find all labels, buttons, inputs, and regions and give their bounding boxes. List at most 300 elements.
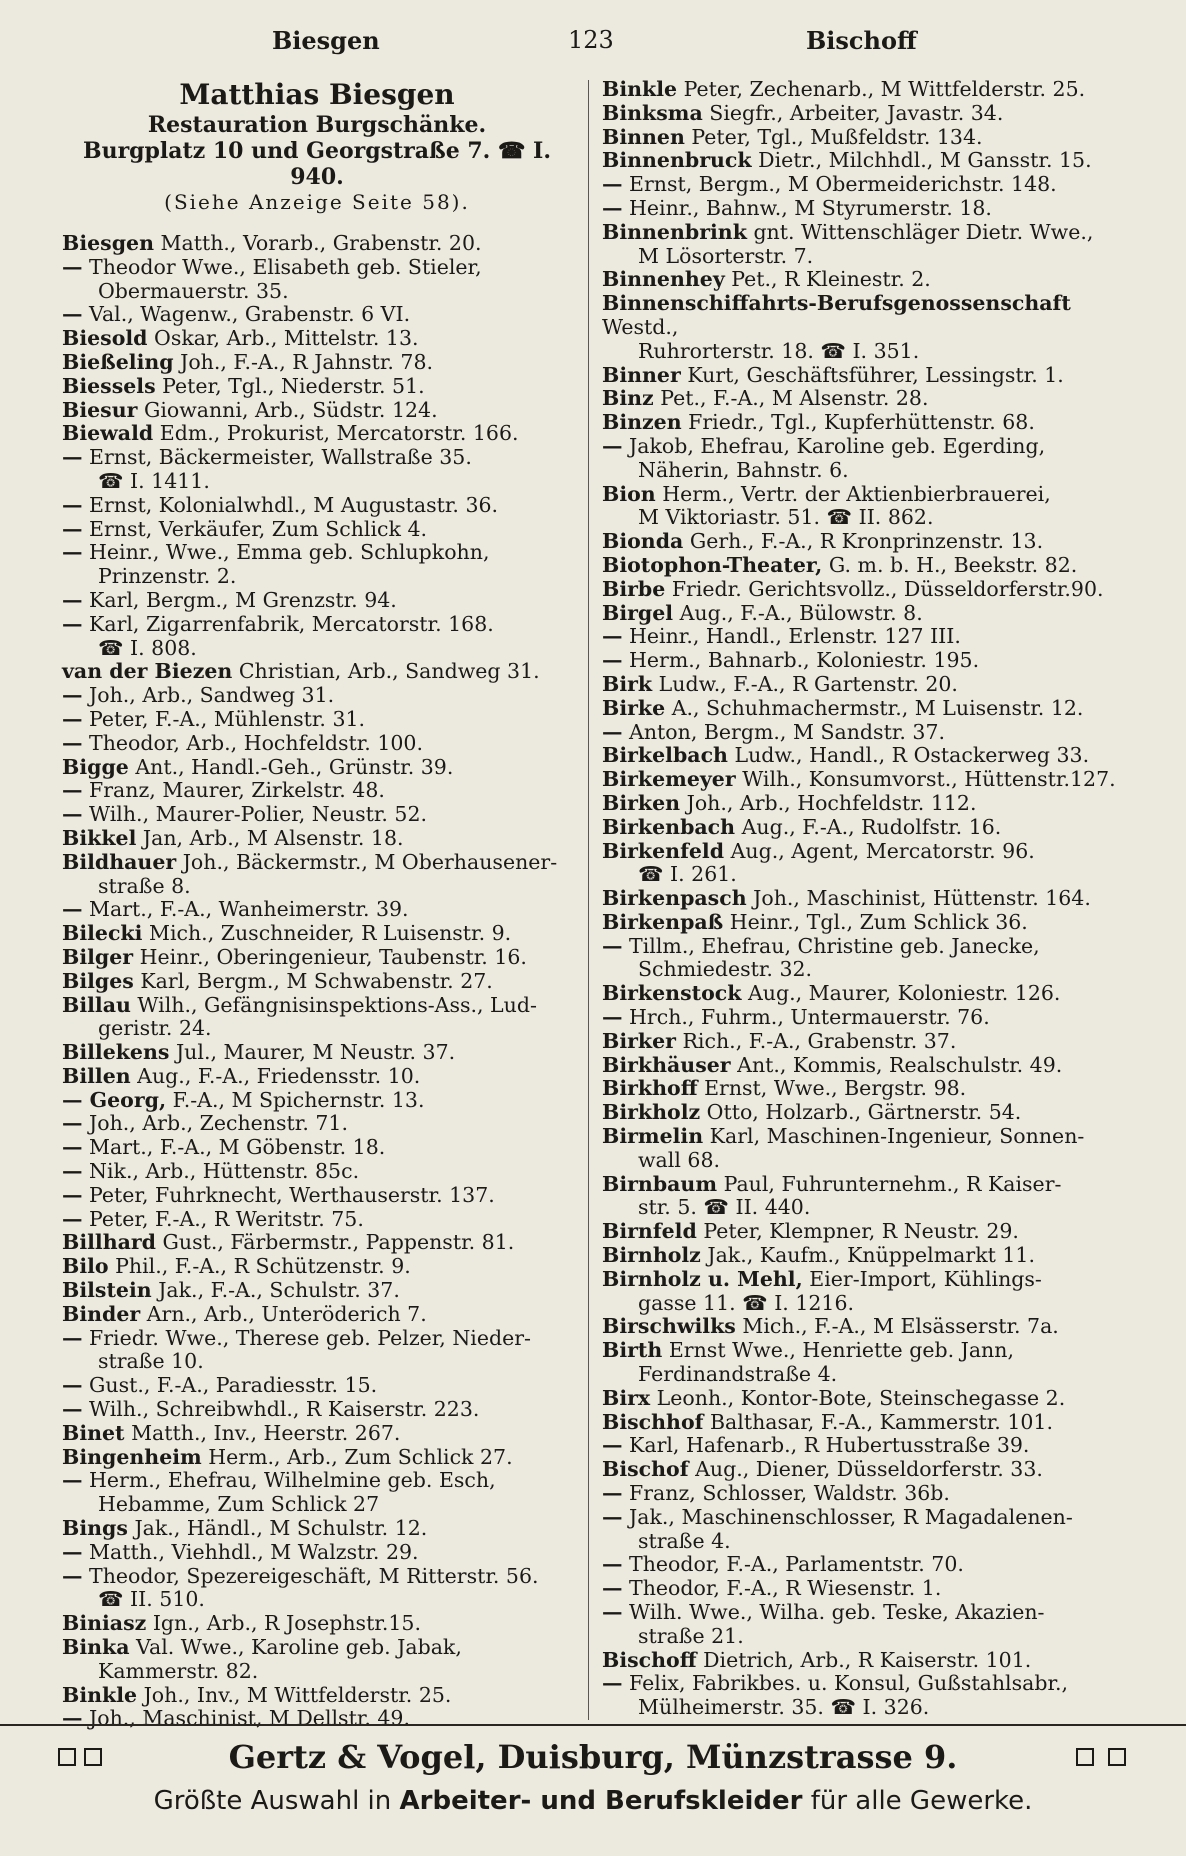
entry-surname: — xyxy=(602,172,623,197)
directory-entry xyxy=(602,768,1124,792)
directory-entry xyxy=(602,1054,1124,1078)
directory-entry xyxy=(62,1684,572,1708)
entry-details: Nik., Arb., Hüttenstr. 85c. xyxy=(89,1159,360,1184)
directory-entry xyxy=(602,1220,1124,1244)
directory-entry xyxy=(62,1517,572,1541)
directory-entry xyxy=(602,1434,1124,1458)
entry-details: Ludw., F.-A., R Gartenstr. 20. xyxy=(658,671,958,696)
directory-entry xyxy=(62,1327,572,1351)
entry-details: Karl, Zigarrenfabrik, Mercatorstr. 168. xyxy=(89,611,494,636)
entry-surname: — xyxy=(602,624,623,649)
entry-surname: — xyxy=(62,1135,83,1160)
directory-entry xyxy=(62,1541,572,1565)
directory-entry xyxy=(62,303,572,327)
entry-details: Gerh., F.-A., R Kronprinzenstr. 13. xyxy=(689,529,1044,554)
right-entry-list xyxy=(602,78,1124,1720)
entry-surname: Binkle xyxy=(62,1682,138,1707)
directory-entry xyxy=(602,149,1124,173)
entry-surname: — xyxy=(62,1706,83,1731)
entry-surname: — xyxy=(602,1671,623,1696)
entry-details: geristr. 24. xyxy=(98,1016,212,1041)
directory-entry xyxy=(602,554,1124,578)
directory-entry xyxy=(602,649,1124,673)
entry-details: Peter, F.-A., R Weritstr. 75. xyxy=(89,1206,364,1231)
entry-details: Schmiedestr. 32. xyxy=(638,957,813,982)
directory-entry xyxy=(602,340,1124,364)
entry-surname: — xyxy=(62,516,83,541)
directory-entry xyxy=(602,387,1124,411)
directory-entry xyxy=(602,721,1124,745)
directory-entry xyxy=(602,673,1124,697)
entry-details: Wilh., Gefängnisinspektions-Ass., Lud- xyxy=(137,992,537,1017)
entry-surname: Binz xyxy=(602,386,654,411)
entry-surname: Bikkel xyxy=(62,825,137,850)
entry-surname: — xyxy=(62,1325,83,1350)
entry-surname: Biessels xyxy=(62,373,156,398)
entry-details: Aug., F.-A., Bülowstr. 8. xyxy=(679,600,923,625)
entry-details: Jak., Händl., M Schulstr. 12. xyxy=(134,1516,428,1541)
entry-details: Karl, Bergm., M Grenzstr. 94. xyxy=(89,587,397,612)
entry-surname: Bilstein xyxy=(62,1278,152,1303)
entry-surname: — xyxy=(62,445,83,470)
entry-surname: Birnholz u. Mehl, xyxy=(602,1266,803,1291)
entry-details: Ferdinandstraße 4. xyxy=(638,1362,838,1387)
directory-entry xyxy=(62,779,572,803)
entry-surname: — xyxy=(602,1005,623,1030)
entry-surname: — xyxy=(62,778,83,803)
directory-entry xyxy=(602,958,1124,982)
entry-surname: Birker xyxy=(602,1028,676,1053)
entry-details: ☎ II. 510. xyxy=(98,1587,205,1612)
entry-surname: Biotophon-Theater, xyxy=(602,552,823,577)
entry-surname: — xyxy=(602,1481,623,1506)
directory-entry xyxy=(62,1208,572,1232)
entry-details: Rich., F.-A., Grabenstr. 37. xyxy=(682,1028,957,1053)
entry-surname: Biesold xyxy=(62,326,148,351)
directory-entry xyxy=(602,887,1124,911)
directory-entry xyxy=(602,1672,1124,1696)
entry-details: Peter, Zechenarb., M Wittfelderstr. 25. xyxy=(683,77,1086,101)
entry-surname: Binnenbruck xyxy=(602,148,752,173)
directory-entry xyxy=(62,232,572,256)
entry-details: Kammerstr. 82. xyxy=(98,1658,259,1683)
entry-details: Val., Wagenw., Grabenstr. 6 VI. xyxy=(89,302,411,327)
entry-surname: Bilecki xyxy=(62,921,143,946)
entry-details: Ant., Kommis, Realschulstr. 49. xyxy=(737,1052,1063,1077)
entry-details: Giowanni, Arb., Südstr. 124. xyxy=(143,397,438,422)
directory-entry xyxy=(602,506,1124,530)
entry-surname: — xyxy=(602,195,623,220)
entry-surname: — xyxy=(602,648,623,673)
entry-surname: — xyxy=(62,1159,83,1184)
entry-details: Friedr., Tgl., Kupferhüttenstr. 68. xyxy=(688,410,1035,435)
entry-surname: — xyxy=(602,1576,623,1601)
directory-entry xyxy=(602,245,1124,269)
directory-entry xyxy=(602,1315,1124,1339)
left-column xyxy=(62,78,572,1731)
entry-details: Heinr., Tgl., Zum Schlick 36. xyxy=(729,909,1028,934)
entry-surname: Birschwilks xyxy=(602,1314,736,1339)
directory-entry xyxy=(602,1268,1124,1292)
entry-surname: Birkhäuser xyxy=(602,1052,731,1077)
entry-details: Herm., Bahnarb., Koloniestr. 195. xyxy=(629,648,980,673)
directory-entry xyxy=(62,637,572,661)
entry-details: Wilh., Schreibwhdl., R Kaiserstr. 223. xyxy=(89,1397,480,1422)
entry-details: ☎ I. 261. xyxy=(638,862,737,887)
directory-entry xyxy=(602,102,1124,126)
entry-surname: Bingenheim xyxy=(62,1444,202,1469)
entry-details: Ign., Arb., R Josephstr.15. xyxy=(152,1611,421,1636)
entry-surname: Bilges xyxy=(62,968,134,993)
entry-surname: Biewald xyxy=(62,421,154,446)
directory-entry xyxy=(62,1446,572,1470)
entry-surname: Birnbaum xyxy=(602,1171,718,1196)
entry-surname: — xyxy=(62,540,83,565)
header-right-keyword: Bischoff xyxy=(806,26,917,55)
directory-entry xyxy=(62,922,572,946)
entry-surname: — xyxy=(62,1539,83,1564)
entry-details: Ernst, Wwe., Bergstr. 98. xyxy=(704,1076,967,1101)
entry-details: M Viktoriastr. 51. ☎ II. 862. xyxy=(638,505,934,530)
directory-entry xyxy=(602,221,1124,245)
directory-entry xyxy=(602,1577,1124,1601)
directory-entry xyxy=(602,1649,1124,1673)
entry-details: Kurt, Geschäftsführer, Lessingstr. 1. xyxy=(687,362,1064,387)
entry-surname: Biesur xyxy=(62,397,138,422)
entry-surname: Bilo xyxy=(62,1254,109,1279)
directory-entry xyxy=(62,589,572,613)
entry-surname: Bischoff xyxy=(602,1647,697,1672)
entry-details: Ruhrorterstr. 18. ☎ I. 351. xyxy=(638,338,920,363)
entry-details: A., Schuhmachermstr., M Luisenstr. 12. xyxy=(671,695,1084,720)
advert-address: Burgplatz 10 und Georgstraße 7. ☎ I. 940. xyxy=(82,138,551,190)
directory-entry xyxy=(602,1173,1124,1197)
entry-surname: Birkenbach xyxy=(602,814,736,839)
directory-entry xyxy=(602,911,1124,935)
directory-entry xyxy=(602,78,1124,102)
entry-surname: Bildhauer xyxy=(62,849,177,874)
entry-details: straße 21. xyxy=(638,1623,744,1648)
directory-entry xyxy=(602,459,1124,483)
directory-entry xyxy=(602,602,1124,626)
directory-entry xyxy=(602,792,1124,816)
directory-entry xyxy=(62,1588,572,1612)
left-entry-list xyxy=(62,232,572,1731)
directory-entry xyxy=(62,422,572,446)
entry-details: Peter, Tgl., Niederstr. 51. xyxy=(162,373,425,398)
entry-details: Gust., F.-A., Paradiesstr. 15. xyxy=(89,1373,378,1398)
directory-entry xyxy=(62,1493,572,1517)
directory-entry xyxy=(602,530,1124,554)
entry-details: F.-A., M Spichernstr. 13. xyxy=(172,1087,425,1112)
entry-surname: Birkenpaß xyxy=(602,909,724,934)
entry-surname: Binder xyxy=(62,1301,141,1326)
page-number: 123 xyxy=(568,26,614,54)
advertisement-block xyxy=(62,78,572,214)
directory-entry xyxy=(62,1017,572,1041)
directory-entry xyxy=(602,1101,1124,1125)
advert-business: Restauration Burgschänke. xyxy=(147,112,487,138)
entry-details: Tillm., Ehefrau, Christine geb. Janecke, xyxy=(629,933,1040,958)
entry-surname: van der Biezen xyxy=(62,659,233,684)
footer-slogan-b: Arbeiter- und Berufskleider xyxy=(399,1786,803,1816)
entry-details: Felix, Fabrikbes. u. Konsul, Gußstahlsabr., xyxy=(629,1671,1069,1696)
directory-entry xyxy=(62,256,572,280)
entry-details: Joh., Arb., Zechenstr. 71. xyxy=(89,1111,348,1136)
entry-details: Peter, Klempner, R Neustr. 29. xyxy=(703,1219,1019,1244)
directory-entry xyxy=(602,1553,1124,1577)
directory-entry xyxy=(602,1411,1124,1435)
entry-details: Näherin, Bahnstr. 6. xyxy=(638,457,849,482)
entry-details: Mich., Zuschneider, R Luisenstr. 9. xyxy=(148,921,512,946)
directory-entry xyxy=(62,1065,572,1089)
entry-details: Mich., F.-A., M Elsässerstr. 7a. xyxy=(742,1314,1059,1339)
directory-entry xyxy=(62,660,572,684)
entry-surname: Bigge xyxy=(62,754,129,779)
directory-entry xyxy=(62,446,572,470)
entry-details: Heinr., Oberingenieur, Taubenstr. 16. xyxy=(139,944,527,969)
directory-entry xyxy=(602,268,1124,292)
entry-details: Otto, Holzarb., Gärtnerstr. 54. xyxy=(706,1100,1022,1125)
entry-details: Aug., Maurer, Koloniestr. 126. xyxy=(747,981,1061,1006)
entry-surname: Billhard xyxy=(62,1230,157,1255)
entry-surname: Billen xyxy=(62,1063,131,1088)
directory-entry xyxy=(62,827,572,851)
entry-details: Pet., R Kleinestr. 2. xyxy=(731,267,931,292)
directory-entry xyxy=(62,994,572,1018)
directory-entry xyxy=(602,1625,1124,1649)
entry-surname: Binnenhey xyxy=(602,267,725,292)
directory-entry xyxy=(62,1707,572,1731)
footer-slogan-a: Größte Auswahl in xyxy=(153,1786,392,1816)
footer-title: Gertz & Vogel, Duisburg, Münzstrasse 9. xyxy=(228,1738,958,1776)
directory-entry xyxy=(602,1387,1124,1411)
entry-details: Christian, Arb., Sandweg 31. xyxy=(238,659,540,684)
entry-surname: Biesgen xyxy=(62,231,154,255)
directory-entry xyxy=(602,1506,1124,1530)
directory-entry xyxy=(602,411,1124,435)
entry-details: ☎ I. 808. xyxy=(98,635,197,660)
entry-details: Aug., F.-A., Friedensstr. 10. xyxy=(137,1063,421,1088)
entry-details: Dietr., Milchhdl., M Gansstr. 15. xyxy=(758,148,1092,173)
entry-details: Herm., Arb., Zum Schlick 27. xyxy=(208,1444,513,1469)
entry-surname: — xyxy=(62,730,83,755)
entry-details: Friedr. Gerichtsvollz., Düsseldorferstr.90. xyxy=(671,576,1104,601)
directory-entry xyxy=(62,518,572,542)
entry-details: Wilh., Konsumvorst., Hüttenstr.127. xyxy=(742,767,1116,792)
footer-title-row xyxy=(58,1740,1128,1780)
entry-details: Karl, Hafenarb., R Hubertusstraße 39. xyxy=(629,1433,1030,1458)
entry-details: gasse 11. ☎ I. 1216. xyxy=(638,1290,855,1315)
directory-entry xyxy=(62,803,572,827)
directory-entry xyxy=(62,708,572,732)
directory-entry xyxy=(62,541,572,565)
entry-details: Jan, Arb., M Alsenstr. 18. xyxy=(142,825,404,850)
entry-details: Siegfr., Arbeiter, Javastr. 34. xyxy=(709,100,1004,125)
entry-surname: Birkenfeld xyxy=(602,838,725,863)
entry-details: Dietrich, Arb., R Kaiserstr. 101. xyxy=(703,1647,1032,1672)
entry-details: Joh., Arb., Sandweg 31. xyxy=(89,683,335,708)
directory-entry xyxy=(62,851,572,875)
entry-details: Heinr., Wwe., Emma geb. Schlupkohn, xyxy=(89,540,490,565)
page-header xyxy=(0,26,1186,66)
directory-entry xyxy=(602,1339,1124,1363)
entry-surname: — xyxy=(62,587,83,612)
entry-details: Joh., Maschinist, Hüttenstr. 164. xyxy=(753,886,1091,911)
entry-details: Karl, Bergm., M Schwabenstr. 27. xyxy=(140,968,493,993)
entry-details: Paul, Fuhrunternehm., R Kaiser- xyxy=(723,1171,1062,1196)
entry-details: Franz, Maurer, Zirkelstr. 48. xyxy=(89,778,385,803)
entry-surname: — xyxy=(62,683,83,708)
entry-details: Jak., Kaufm., Knüppelmarkt 11. xyxy=(707,1243,1035,1268)
entry-details: Joh., Inv., M Wittfelderstr. 25. xyxy=(143,1682,452,1707)
entry-details: Peter, Tgl., Mußfeldstr. 134. xyxy=(691,124,983,149)
directory-entry xyxy=(62,732,572,756)
entry-details: G. m. b. H., Beekstr. 82. xyxy=(828,552,1078,577)
directory-entry xyxy=(62,1469,572,1493)
entry-surname: — xyxy=(602,1552,623,1577)
directory-entry xyxy=(602,1458,1124,1482)
entry-details: Matth., Vorarb., Grabenstr. 20. xyxy=(160,231,482,255)
entry-details: Val. Wwe., Karoline geb. Jabak, xyxy=(136,1635,462,1660)
directory-entry xyxy=(602,1030,1124,1054)
entry-details: Heinr., Handl., Erlenstr. 127 III. xyxy=(629,624,961,649)
directory-entry xyxy=(602,935,1124,959)
entry-details: Herm., Ehefrau, Wilhelmine geb. Esch, xyxy=(89,1468,496,1493)
entry-details: Peter, Fuhrknecht, Werthauserstr. 137. xyxy=(89,1182,495,1207)
entry-surname: Bischhof xyxy=(602,1409,704,1434)
entry-surname: — Georg, xyxy=(62,1087,167,1112)
entry-surname: — xyxy=(62,1182,83,1207)
directory-entry xyxy=(62,399,572,423)
entry-details: Arn., Arb., Unteröderich 7. xyxy=(146,1301,427,1326)
entry-surname: Billekens xyxy=(62,1040,170,1065)
entry-details: straße 8. xyxy=(98,873,191,898)
entry-details: ☎ I. 1411. xyxy=(98,468,210,493)
directory-entry xyxy=(602,625,1124,649)
entry-details: Pet., F.-A., M Alsenstr. 28. xyxy=(660,386,929,411)
entry-details: Theodor, F.-A., Parlamentstr. 70. xyxy=(629,1552,964,1577)
entry-details: Balthasar, F.-A., Kammerstr. 101. xyxy=(709,1409,1053,1434)
entry-details: straße 10. xyxy=(98,1349,204,1374)
entry-details: Theodor Wwe., Elisabeth geb. Stieler, xyxy=(89,254,482,279)
entry-surname: Binksma xyxy=(602,100,703,125)
directory-entry xyxy=(62,1160,572,1184)
directory-entry xyxy=(602,1149,1124,1173)
directory-entry xyxy=(602,173,1124,197)
directory-entry xyxy=(602,1696,1124,1720)
entry-surname: Bießeling xyxy=(62,349,174,374)
entry-surname: Bion xyxy=(602,481,656,506)
right-column xyxy=(602,78,1124,1720)
entry-details: Wilh. Wwe., Wilha. geb. Teske, Akazien- xyxy=(629,1600,1045,1624)
entry-details: Matth., Viehhdl., M Walzstr. 29. xyxy=(89,1539,419,1564)
entry-details: Edm., Prokurist, Mercatorstr. 166. xyxy=(159,421,519,446)
entry-surname: — xyxy=(62,492,83,517)
entry-details: Theodor, Arb., Hochfeldstr. 100. xyxy=(89,730,423,755)
entry-details: str. 5. ☎ II. 440. xyxy=(638,1195,811,1220)
directory-entry xyxy=(602,1530,1124,1554)
entry-surname: Birkhoff xyxy=(602,1076,698,1101)
directory-entry xyxy=(602,1601,1124,1625)
directory-entry xyxy=(62,1279,572,1303)
entry-details: Obermauerstr. 35. xyxy=(98,278,289,303)
directory-entry xyxy=(62,1374,572,1398)
entry-surname: Bings xyxy=(62,1516,128,1541)
entry-details: Ernst, Verkäufer, Zum Schlick 4. xyxy=(89,516,428,541)
footer-slogan-c: für alle Gewerke. xyxy=(810,1786,1033,1816)
entry-surname: — xyxy=(62,302,83,327)
directory-entry xyxy=(62,470,572,494)
entry-surname: Birkenpasch xyxy=(602,886,747,911)
entry-surname: Birkelbach xyxy=(602,743,728,768)
entry-details: Ernst, Bergm., M Obermeiderichstr. 148. xyxy=(629,172,1057,197)
entry-surname: Binka xyxy=(62,1635,130,1660)
directory-entry xyxy=(602,1482,1124,1506)
entry-details: Theodor, Spezereigeschäft, M Ritterstr. 56. xyxy=(89,1563,539,1588)
entry-surname: — xyxy=(62,1206,83,1231)
entry-surname: — xyxy=(62,1373,83,1398)
entry-details: Oskar, Arb., Mittelstr. 13. xyxy=(154,326,419,351)
entry-surname: — xyxy=(602,433,623,458)
directory-entry xyxy=(62,1422,572,1446)
entry-surname: Birx xyxy=(602,1385,651,1410)
entry-details: Anton, Bergm., M Sandstr. 37. xyxy=(629,719,945,744)
entry-details: Ernst, Kolonialwhdl., M Augustastr. 36. xyxy=(89,492,499,517)
entry-details: Peter, F.-A., Mühlenstr. 31. xyxy=(89,706,366,731)
entry-details: Jul., Maurer, M Neustr. 37. xyxy=(175,1040,456,1065)
directory-entry xyxy=(62,1660,572,1684)
entry-details: Joh., Maschinist, M Dellstr. 49. xyxy=(89,1706,410,1731)
directory-entry xyxy=(62,375,572,399)
directory-entry xyxy=(62,613,572,637)
entry-surname: — xyxy=(602,719,623,744)
directory-entry xyxy=(62,494,572,518)
entry-details: Aug., Diener, Düsseldorferstr. 33. xyxy=(695,1457,1043,1482)
entry-details: Joh., F.-A., R Jahnstr. 78. xyxy=(180,349,434,374)
directory-entry xyxy=(62,898,572,922)
directory-entry xyxy=(602,1196,1124,1220)
entry-details: Mart., F.-A., M Göbenstr. 18. xyxy=(89,1135,386,1160)
directory-entry xyxy=(602,982,1124,1006)
square-ornament-icon xyxy=(1076,1748,1094,1766)
directory-entry xyxy=(602,697,1124,721)
entry-details: Joh., Bäckermstr., M Oberhausener- xyxy=(182,849,558,874)
directory-entry xyxy=(602,816,1124,840)
directory-entry xyxy=(602,578,1124,602)
directory-entry xyxy=(602,1077,1124,1101)
directory-entry xyxy=(602,197,1124,221)
directory-entry xyxy=(602,840,1124,864)
entry-surname: — xyxy=(62,1563,83,1588)
entry-surname: — xyxy=(62,897,83,922)
advert-name: Matthias Biesgen xyxy=(179,78,455,111)
directory-entry xyxy=(62,684,572,708)
entry-details: Aug., Agent, Mercatorstr. 96. xyxy=(730,838,1035,863)
entry-surname: — xyxy=(62,1111,83,1136)
entry-surname: Binkle xyxy=(602,77,678,101)
entry-surname: — xyxy=(62,611,83,636)
entry-surname: Birbe xyxy=(602,576,666,601)
entry-details: Ant., Handl.-Geh., Grünstr. 39. xyxy=(135,754,454,779)
directory-entry xyxy=(62,327,572,351)
entry-surname: Birmelin xyxy=(602,1124,704,1149)
entry-details: Mülheimerstr. 35. ☎ I. 326. xyxy=(638,1695,930,1720)
entry-details: Ernst, Bäckermeister, Wallstraße 35. xyxy=(89,445,472,470)
entry-details: Theodor, F.-A., R Wiesenstr. 1. xyxy=(629,1576,942,1601)
directory-entry xyxy=(602,1244,1124,1268)
directory-entry xyxy=(602,364,1124,388)
